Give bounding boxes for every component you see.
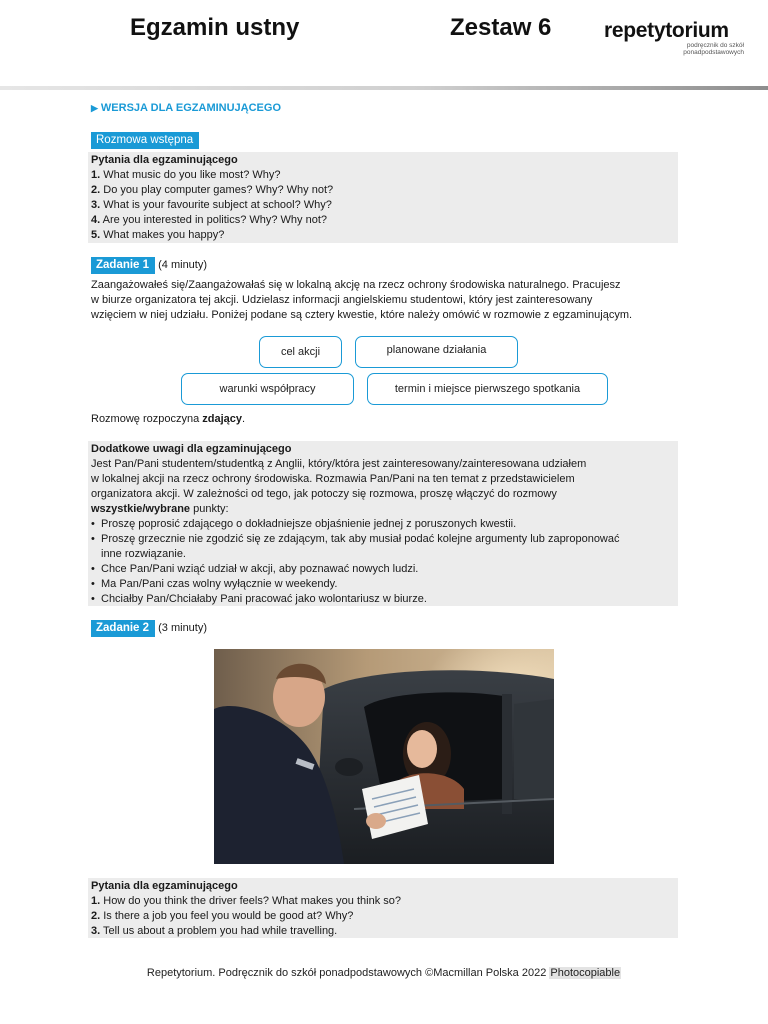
brand-sub-2: ponadpodstawowych <box>683 49 744 56</box>
task1-tag: Zadanie 1 <box>91 257 155 274</box>
task2-photo <box>214 649 554 864</box>
list-item: 1. How do you think the driver feels? What makes you think so? <box>91 895 402 907</box>
topic-box: warunki współpracy <box>181 373 354 405</box>
list-item: • Chce Pan/Pani wziąć udział w akcji, aby poznawać nowych ludzi. <box>91 563 419 575</box>
task2-time: (3 minuty) <box>155 622 208 634</box>
page-title: Egzamin ustny <box>130 14 300 41</box>
list-item: 3. Tell us about a problem you had while travelling. <box>91 925 338 937</box>
topic-box: cel akcji <box>259 336 342 368</box>
task2-questions-heading: Pytania dla egzaminującego <box>91 880 238 892</box>
list-item: 1. What music do you like most? Why? <box>91 169 281 181</box>
list-item: • Proszę poprosić zdającego o dokładniejsze objaśnienie jednej z poruszonych kwestii. <box>91 518 517 530</box>
list-item: • Ma Pan/Pani czas wolny wyłącznie w weekendy. <box>91 578 338 590</box>
task1-instructions <box>91 278 681 323</box>
intro-heading: Pytania dla egzaminującego <box>91 154 238 166</box>
task1-heading <box>91 257 207 274</box>
section-label <box>91 102 281 114</box>
task1-line: w biurze organizatora tej akcji. Udzielasz informacji angielskiemu studentowi, który jest zainteresowany <box>91 294 593 306</box>
task1-time: (4 minuty) <box>155 259 208 271</box>
page-footer <box>0 967 768 979</box>
topic-box: planowane działania <box>355 336 518 368</box>
set-number: Zestaw 6 <box>450 14 552 41</box>
list-item: • Proszę grzecznie nie zgodzić się ze zdającym, tak aby musiał podać kolejne argumenty lub zaproponować inne rozwiązanie. <box>91 533 620 560</box>
list-item: 2. Is there a job you feel you would be good at? Why? <box>91 910 354 922</box>
list-item: 2. Do you play computer games? Why? Why not? <box>91 184 334 196</box>
topic-box: termin i miejsce pierwszego spotkania <box>367 373 608 405</box>
intro-questions-panel <box>88 152 678 243</box>
brand-name: repetytorium <box>604 19 729 42</box>
task2-questions-panel <box>88 878 678 938</box>
list-item: 3. What is your favourite subject at school? Why? <box>91 199 332 211</box>
task1-line: wzięciem w niej udziału. Poniżej podane są cztery kwestie, które należy omówić w rozmowie z egzaminującym. <box>91 309 633 321</box>
photocopiable-badge: Photocopiable <box>550 967 621 979</box>
intro-tag-wrap <box>91 130 199 149</box>
task1-line: Zaangażowałeś się/Zaangażowałaś się w lokalną akcję na rzecz ochrony środowiska naturalnego. Pracujesz <box>91 279 621 291</box>
triangle-right-icon: ▶ <box>91 103 98 113</box>
brand-logo <box>604 20 754 56</box>
intro-tag: Rozmowa wstępna <box>91 132 199 149</box>
list-item: 4. Are you interested in politics? Why? Why not? <box>91 214 328 226</box>
header-divider <box>0 86 768 90</box>
footer-text: Repetytorium. Podręcznik do szkół ponadpodstawowych ©Macmillan Polska 2022 <box>146 967 550 979</box>
start-note: Rozmowę rozpoczyna zdający. <box>91 413 246 425</box>
notes-line: w lokalnej akcji na rzecz ochrony środowiska. Rozmawia Pan/Pani na ten temat z przedstawicielem <box>91 473 575 485</box>
notes-line: organizatora akcji. W zależności od tego, jak potoczy się rozmowa, proszę włączyć do rozmowy <box>91 488 557 500</box>
task2-tag: Zadanie 2 <box>91 620 155 637</box>
notes-heading: Dodatkowe uwagi dla egzaminującego <box>91 443 292 455</box>
notes-line: Jest Pan/Pani studentem/studentką z Anglii, który/która jest zainteresowany/zainteresowana udziałem <box>91 458 587 470</box>
examiner-notes-panel <box>88 441 678 606</box>
section-label-text: WERSJA DLA EGZAMINUJĄCEGO <box>100 102 282 114</box>
task2-heading <box>91 620 207 637</box>
list-item: • Chciałby Pan/Chciałaby Pani pracować jako wolontariusz w biurze. <box>91 593 427 605</box>
brand-sub-1: podręcznik do szkół <box>686 42 744 49</box>
notes-line: wszystkie/wybrane punkty: <box>91 503 229 515</box>
list-item: 5. What makes you happy? <box>91 229 225 241</box>
